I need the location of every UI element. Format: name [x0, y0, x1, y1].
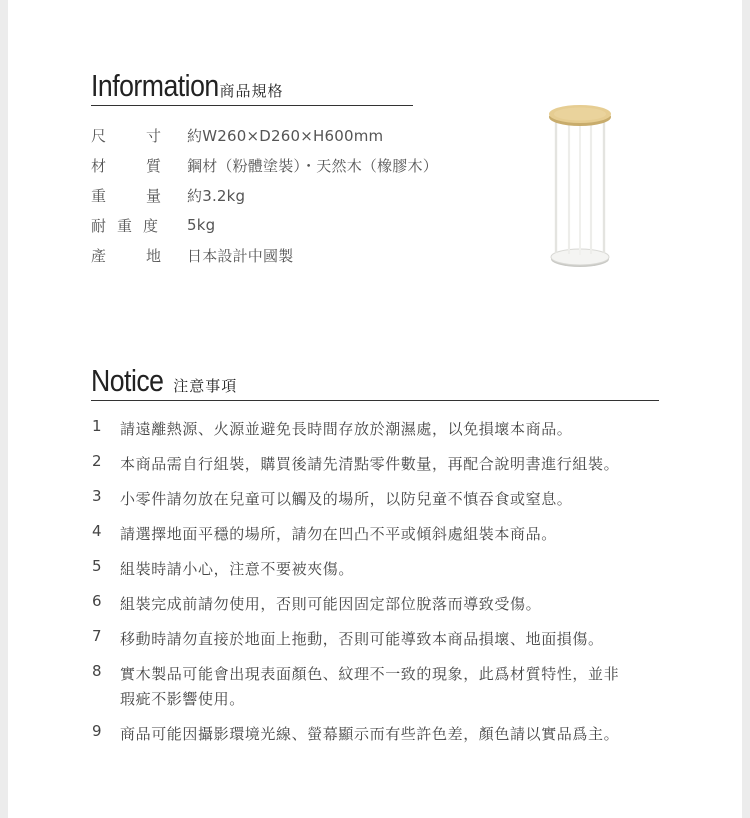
product-image [548, 103, 612, 273]
notice-text: 本商品需自行組裝，購買後請先清點零件數量，再配合說明書進行組裝。 [120, 455, 620, 473]
spec-label: 尺 寸 [91, 127, 162, 145]
notice-number: 3 [92, 487, 102, 505]
spec-value: 5kg [187, 216, 216, 234]
notice-heading [91, 363, 237, 399]
notice-text: 請選擇地面平穩的場所，請勿在凹凸不平或傾斜處組裝本商品。 [120, 525, 557, 543]
notice-number: 6 [92, 592, 102, 610]
spec-label: 產 地 [91, 247, 162, 265]
spec-value: 約3.2kg [187, 186, 246, 205]
spec-label: 材 質 [91, 157, 162, 175]
list-item [91, 627, 668, 652]
list-item [91, 487, 668, 512]
spec-row-origin [91, 244, 293, 266]
spec-label: 耐 重 度 [91, 217, 159, 235]
notice-title-en: Notice [91, 363, 164, 398]
notice-number: 5 [92, 557, 102, 575]
spec-value: 鋼材（粉體塗裝）・天然木（橡膠木） [187, 156, 438, 175]
list-item [91, 557, 668, 582]
list-item [91, 592, 668, 617]
notice-text: 小零件請勿放在兒童可以觸及的場所，以防兒童不慎吞食或窒息。 [120, 490, 573, 508]
information-title-en: Information [91, 68, 219, 103]
notice-number: 8 [92, 662, 102, 680]
list-item [91, 452, 668, 477]
notice-text: 實木製品可能會出現表面顏色、紋理不一致的現象，此爲材質特性，並非 瑕疵不影響使用。 [120, 665, 620, 708]
spec-row-weight [91, 184, 245, 206]
information-heading [91, 68, 284, 104]
spec-value: 約W260×D260×H600mm [187, 126, 384, 145]
product-info-sheet [8, 0, 742, 818]
notice-number: 9 [92, 722, 102, 740]
list-item [91, 722, 668, 747]
list-item [91, 522, 668, 547]
spec-row-size [91, 124, 383, 146]
notice-number: 2 [92, 452, 102, 470]
information-divider [91, 105, 413, 106]
plant-stand-illustration [548, 103, 612, 273]
notice-text: 組裝時請小心，注意不要被夾傷。 [120, 560, 355, 578]
notice-title-zh: 注意事項 [173, 377, 238, 395]
information-title-zh: 商品規格 [219, 82, 284, 100]
spec-row-material [91, 154, 438, 176]
notice-text: 請遠離熱源、火源並避免長時間存放於潮濕處，以免損壞本商品。 [120, 420, 573, 438]
notice-number: 7 [92, 627, 102, 645]
spec-value: 日本設計中國製 [187, 246, 294, 265]
notice-divider [91, 400, 659, 401]
notice-number: 1 [92, 417, 102, 435]
spec-label: 重 量 [91, 187, 162, 205]
spec-row-load-capacity [91, 214, 215, 236]
notice-text: 商品可能因攝影環境光線、螢幕顯示而有些許色差，顏色請以實品爲主。 [120, 725, 620, 743]
list-item [91, 662, 668, 712]
notice-text: 移動時請勿直接於地面上拖動，否則可能導致本商品損壞、地面損傷。 [120, 630, 604, 648]
notice-text: 組裝完成前請勿使用，否則可能因固定部位脫落而導致受傷。 [120, 595, 542, 613]
list-item [91, 417, 668, 442]
notice-number: 4 [92, 522, 102, 540]
